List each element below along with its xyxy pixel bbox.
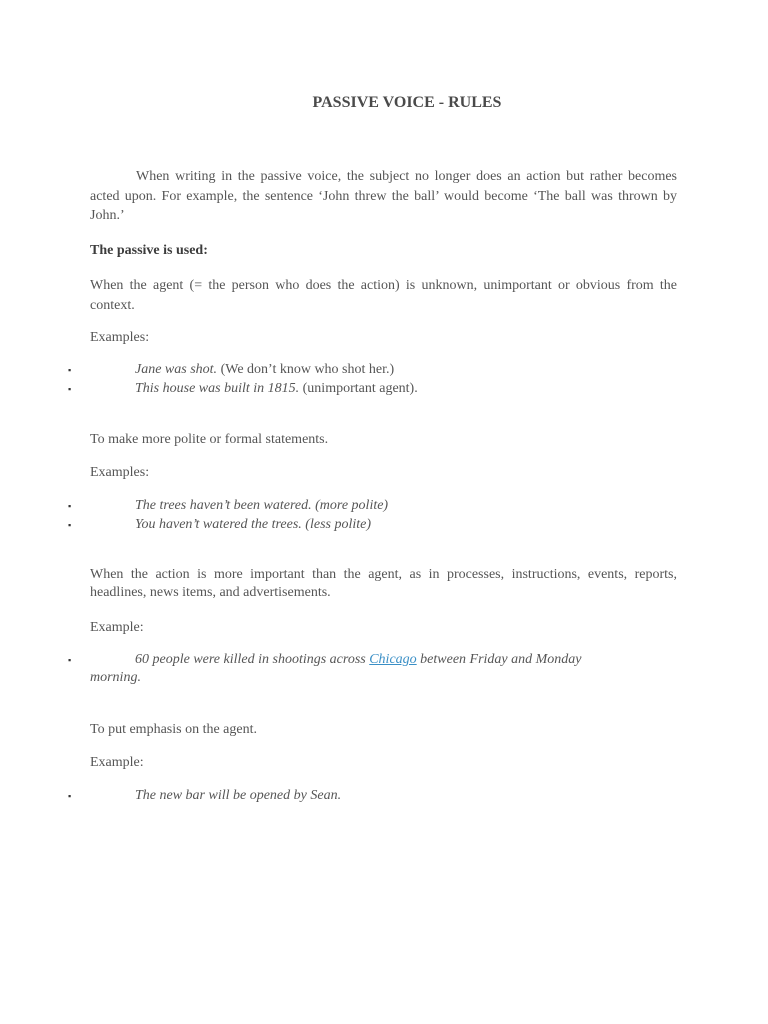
used-heading: The passive is used: [90, 243, 208, 258]
rule3-example-1-continued: morning. [90, 670, 141, 685]
bullet-icon: ▪ [68, 791, 72, 801]
rule1-example-1-note: (We don’t know who shot her.) [217, 362, 395, 377]
bullet-icon: ▪ [68, 501, 72, 511]
rule3-example-before: 60 people were killed in shootings across [135, 652, 370, 667]
intro-paragraph: When writing in the passive voice, the subject no longer does an action but rather becomes acted upon. For example, the sentence ‘John threw the ball’ would become ‘The ball was thrown by John.’ [90, 169, 677, 223]
rule1-examples-label: Examples: [90, 330, 150, 345]
rule4-example-label: Example: [90, 755, 144, 770]
rule1-example-2-italic: This house was built in 1815. [135, 381, 300, 396]
rule1-example-2 [135, 380, 418, 398]
bullet-icon: ▪ [68, 655, 72, 665]
rule3-example-label: Example: [90, 620, 144, 635]
bullet-icon: ▪ [68, 365, 72, 375]
chicago-link[interactable]: Chicago [369, 652, 417, 667]
bullet-icon: ▪ [68, 384, 72, 394]
rule2-examples-label: Examples: [90, 465, 150, 480]
bullet-icon: ▪ [68, 520, 72, 530]
rule3-example-1 [135, 651, 582, 669]
rule2-example-2: You haven’t watered the trees. (less polite) [135, 517, 372, 532]
rule4-example-1: The new bar will be opened by Sean. [135, 788, 342, 803]
page-title: PASSIVE VOICE - RULES [312, 94, 502, 111]
rule1-example-1-italic: Jane was shot. [135, 362, 218, 377]
rule3-example-after: between Friday and Monday [416, 652, 582, 667]
rule1-example-1 [135, 361, 394, 379]
rule4-text: To put emphasis on the agent. [90, 722, 257, 737]
rule2-example-1: The trees haven’t been watered. (more polite) [135, 498, 389, 513]
rule2-text: To make more polite or formal statements. [90, 432, 329, 447]
rule3-text: When the action is more important than the agent, as in processes, instructions, events, reports, headlines, news items, and advertisements. [90, 567, 677, 600]
rule1-example-2-note: (unimportant agent). [299, 381, 418, 396]
rule1-text: When the agent (= the person who does the action) is unknown, unimportant or obvious from the context. [90, 278, 677, 313]
